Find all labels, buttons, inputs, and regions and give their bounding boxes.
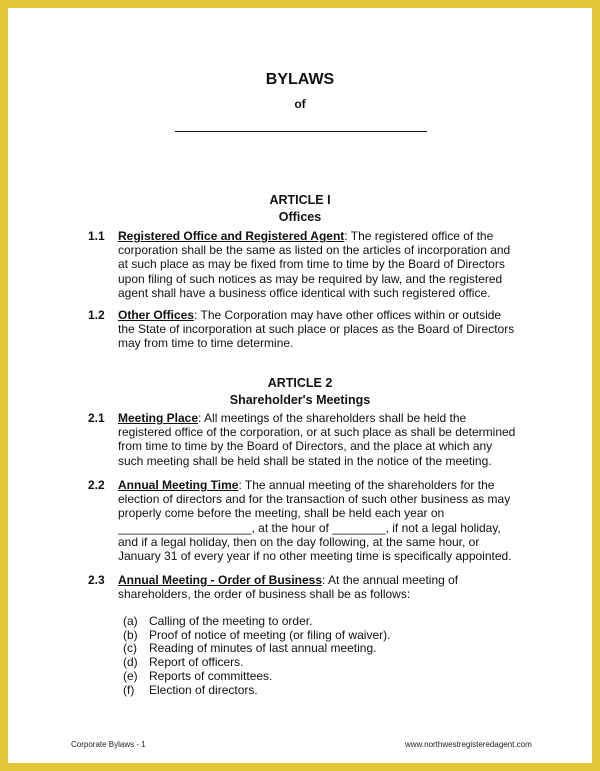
list-marker: (a): [123, 614, 138, 628]
list-marker: (e): [123, 668, 138, 683]
document-page: [8, 8, 592, 763]
list-item-text: Proof of notice of meeting (or filing of waiver).: [149, 627, 391, 642]
list-item-text: Reading of minutes of last annual meeting.: [149, 641, 377, 656]
footer-website: www.northwestregisteredagent.com: [405, 740, 532, 749]
section-1-2: [88, 308, 518, 351]
article-2-subheading: Shareholder's Meetings: [229, 393, 371, 407]
list-marker: (b): [123, 627, 138, 642]
list-marker: (c): [123, 641, 137, 656]
article-1-subheading: Offices: [278, 210, 322, 224]
section-heading: Meeting Place: [118, 411, 199, 425]
list-marker: (d): [123, 655, 138, 670]
section-text: : At the annual meeting of shareholders, the order of business shall be as follows:: [118, 573, 459, 602]
article-1-heading: ARTICLE I: [269, 193, 331, 207]
section-text: : All meetings of the shareholders shall be held the registered office of the corporation, or at such place as shall be determined from time to time by the Board of Directors, and the place at which any such meeting shall be held shall be stated in the notice of the meeting.: [118, 411, 516, 468]
list-item: [123, 615, 463, 629]
list-item: [123, 629, 463, 643]
section-number: 1.2: [88, 308, 105, 322]
section-2-2: [88, 478, 518, 563]
document-of-label: of: [294, 97, 306, 111]
section-number: 1.1: [88, 229, 105, 243]
list-item: [123, 670, 463, 684]
section-number: 2.2: [88, 478, 105, 492]
section-2-1: [88, 411, 518, 468]
section-1-1: [88, 229, 518, 300]
section-text: : The annual meeting of the shareholders for the election of directors and for the transaction of such other business as may properly come before the meeting, shall be held each year on ____________________, at the hour of ________, if not a legal holiday, and if a legal holiday, then on the day following, at the same hour, or January 31 of every year if no other meeting time is specifically appointed.: [118, 478, 512, 564]
section-heading: Registered Office and Registered Agent: [118, 229, 345, 243]
list-item: [123, 656, 463, 670]
section-number: 2.1: [88, 411, 105, 425]
list-item-text: Report of officers.: [149, 655, 244, 670]
list-item: [123, 684, 463, 698]
order-of-business-list: [123, 615, 463, 697]
article-2-heading: ARTICLE 2: [267, 376, 333, 390]
section-text: : The Corporation may have other offices within or outside the State of incorporation at such place or places as the Board of Directors may from time to time determine.: [118, 308, 515, 351]
section-number: 2.3: [88, 573, 105, 587]
section-2-3: [88, 573, 518, 601]
list-item-text: Reports of committees.: [149, 668, 273, 683]
section-text: : The registered office of the corporation shall be the same as listed on the articles of incorporation and at such place as may be fixed from time to time by the Board of Directors upon filing of such notices as may be required by law, and the registered agent shall have a business office identical with such registered office.: [118, 229, 511, 300]
list-item-text: Election of directors.: [149, 682, 258, 697]
corporation-name-blank-line: [175, 131, 427, 132]
section-heading: Annual Meeting Time: [118, 478, 239, 492]
list-item-text: Calling of the meeting to order.: [149, 614, 313, 628]
document-title: BYLAWS: [265, 71, 335, 88]
section-heading: Other Offices: [118, 308, 195, 322]
section-heading: Annual Meeting - Order of Business: [118, 573, 323, 587]
list-item: [123, 642, 463, 656]
footer-page-label: Corporate Bylaws - 1: [71, 740, 146, 749]
list-marker: (f): [123, 682, 135, 697]
